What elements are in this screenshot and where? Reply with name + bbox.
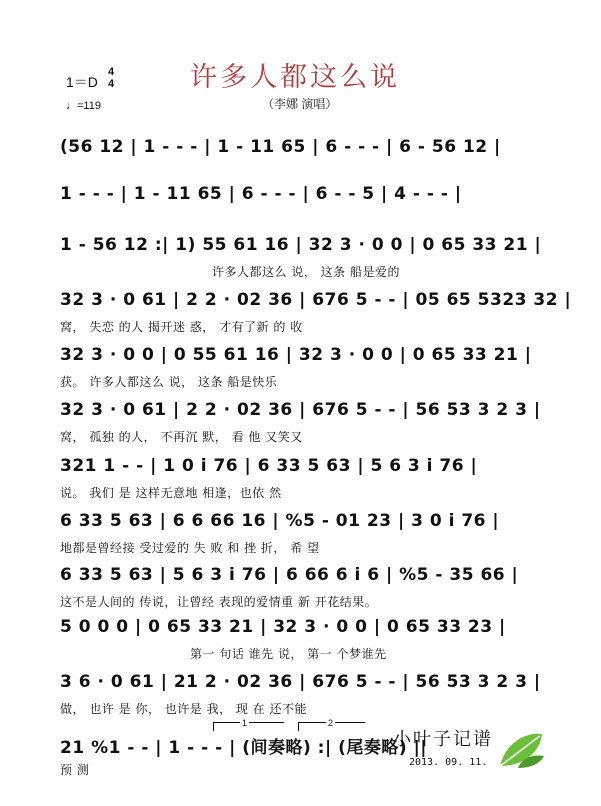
tempo-marking: ♩=119 xyxy=(66,100,101,112)
lyric-row-10: 第一 句话 谁先 说， 第一 个梦谁先 xyxy=(190,647,387,661)
key-signature: 1＝D xyxy=(66,74,98,90)
meter-top: 4 xyxy=(108,66,115,78)
lyric-row-9: 这不是人间的 传说，让曾经 表现的爱情重 新 开花结果。 xyxy=(60,595,378,609)
notation-row-11: 3 6 · 0 61 | 21 2 · 02 36 | 676 5 - - | 56 53 3 2 3 | xyxy=(60,672,541,692)
volta-number-2: 2 xyxy=(328,718,334,728)
singer-credit: （李娜 演唱） xyxy=(262,97,338,111)
volta-number-1: 1 xyxy=(242,718,248,728)
lyric-row-3: 许多人都这么 说， 这条 船是爱的 xyxy=(212,265,400,279)
lyric-row-8: 地都是曾经接 受过爱的 失 败 和 挫 折， 希 望 xyxy=(60,541,320,555)
notation-row-5: 32 3 · 0 0 | 0 55 61 16 | 32 3 · 0 0 | 0 65 33 21 | xyxy=(60,345,532,365)
notation-row-4: 32 3 · 0 61 | 2 2 · 02 36 | 676 5 - - | 05 65 5323 32 | xyxy=(60,290,572,310)
transcriber-signature: 小叶子记谱 xyxy=(393,729,493,750)
lyric-row-7: 说。 我们 是 这样无意地 相逢，也依 然 xyxy=(60,486,282,500)
notation-row-1: (56 12 | 1 - - - | 1 - 11 65 | 6 - - - | 6 - 56 12 | xyxy=(60,137,501,157)
lyric-row-12: 预 测 xyxy=(60,763,90,777)
leaf-logo-icon xyxy=(496,728,546,770)
meter-bottom: 4 xyxy=(108,78,115,90)
lyric-row-6: 窝， 孤独 的人， 不再沉 默， 看 他 又笑又 xyxy=(60,430,303,444)
notation-row-2: 1 - - - | 1 - 11 65 | 6 - - - | 6 - - 5 | 4 - - - | xyxy=(60,184,462,204)
notation-row-6: 32 3 · 0 61 | 2 2 · 02 36 | 676 5 - - | 56 53 3 2 3 | xyxy=(60,400,541,420)
notation-row-9: 6 33 5 63 | 5 6 3 i 76 | 6 66 6 i 6 | %5 - 35 66 | xyxy=(60,565,519,585)
notation-row-7: 321 1 - - | 1 0 i 76 | 6 33 5 63 | 5 6 3 i 76 | xyxy=(60,456,478,476)
lyric-row-5: 获。 许多人都这么 说， 这条 船是快乐 xyxy=(60,375,278,389)
time-signature xyxy=(108,66,114,90)
notation-row-8: 6 33 5 63 | 6 6 66 16 | %5 - 01 23 | 3 0 i 76 | xyxy=(60,511,500,531)
notation-row-3: 1 - 56 12 :| 1) 55 61 16 | 32 3 · 0 0 | 0 65 33 21 | xyxy=(60,235,542,255)
song-title: 许多人都这么说 xyxy=(190,62,400,93)
lyric-row-11: 做， 也许 是 你， 也许是 我， 现 在 还不能 xyxy=(60,702,308,716)
notation-row-10: 5 0 0 0 | 0 65 33 21 | 32 3 · 0 0 | 0 65 33 23 | xyxy=(60,617,506,637)
lyric-row-4: 窝， 失恋 的人 揭开迷 惑， 才有了新 的 收 xyxy=(60,320,303,334)
notation-row-12: 21 %1 - - | 1 - - - | (间奏略) :| (尾奏略) || xyxy=(60,738,427,758)
transcription-date: 2013. 09. 11. xyxy=(409,757,488,768)
